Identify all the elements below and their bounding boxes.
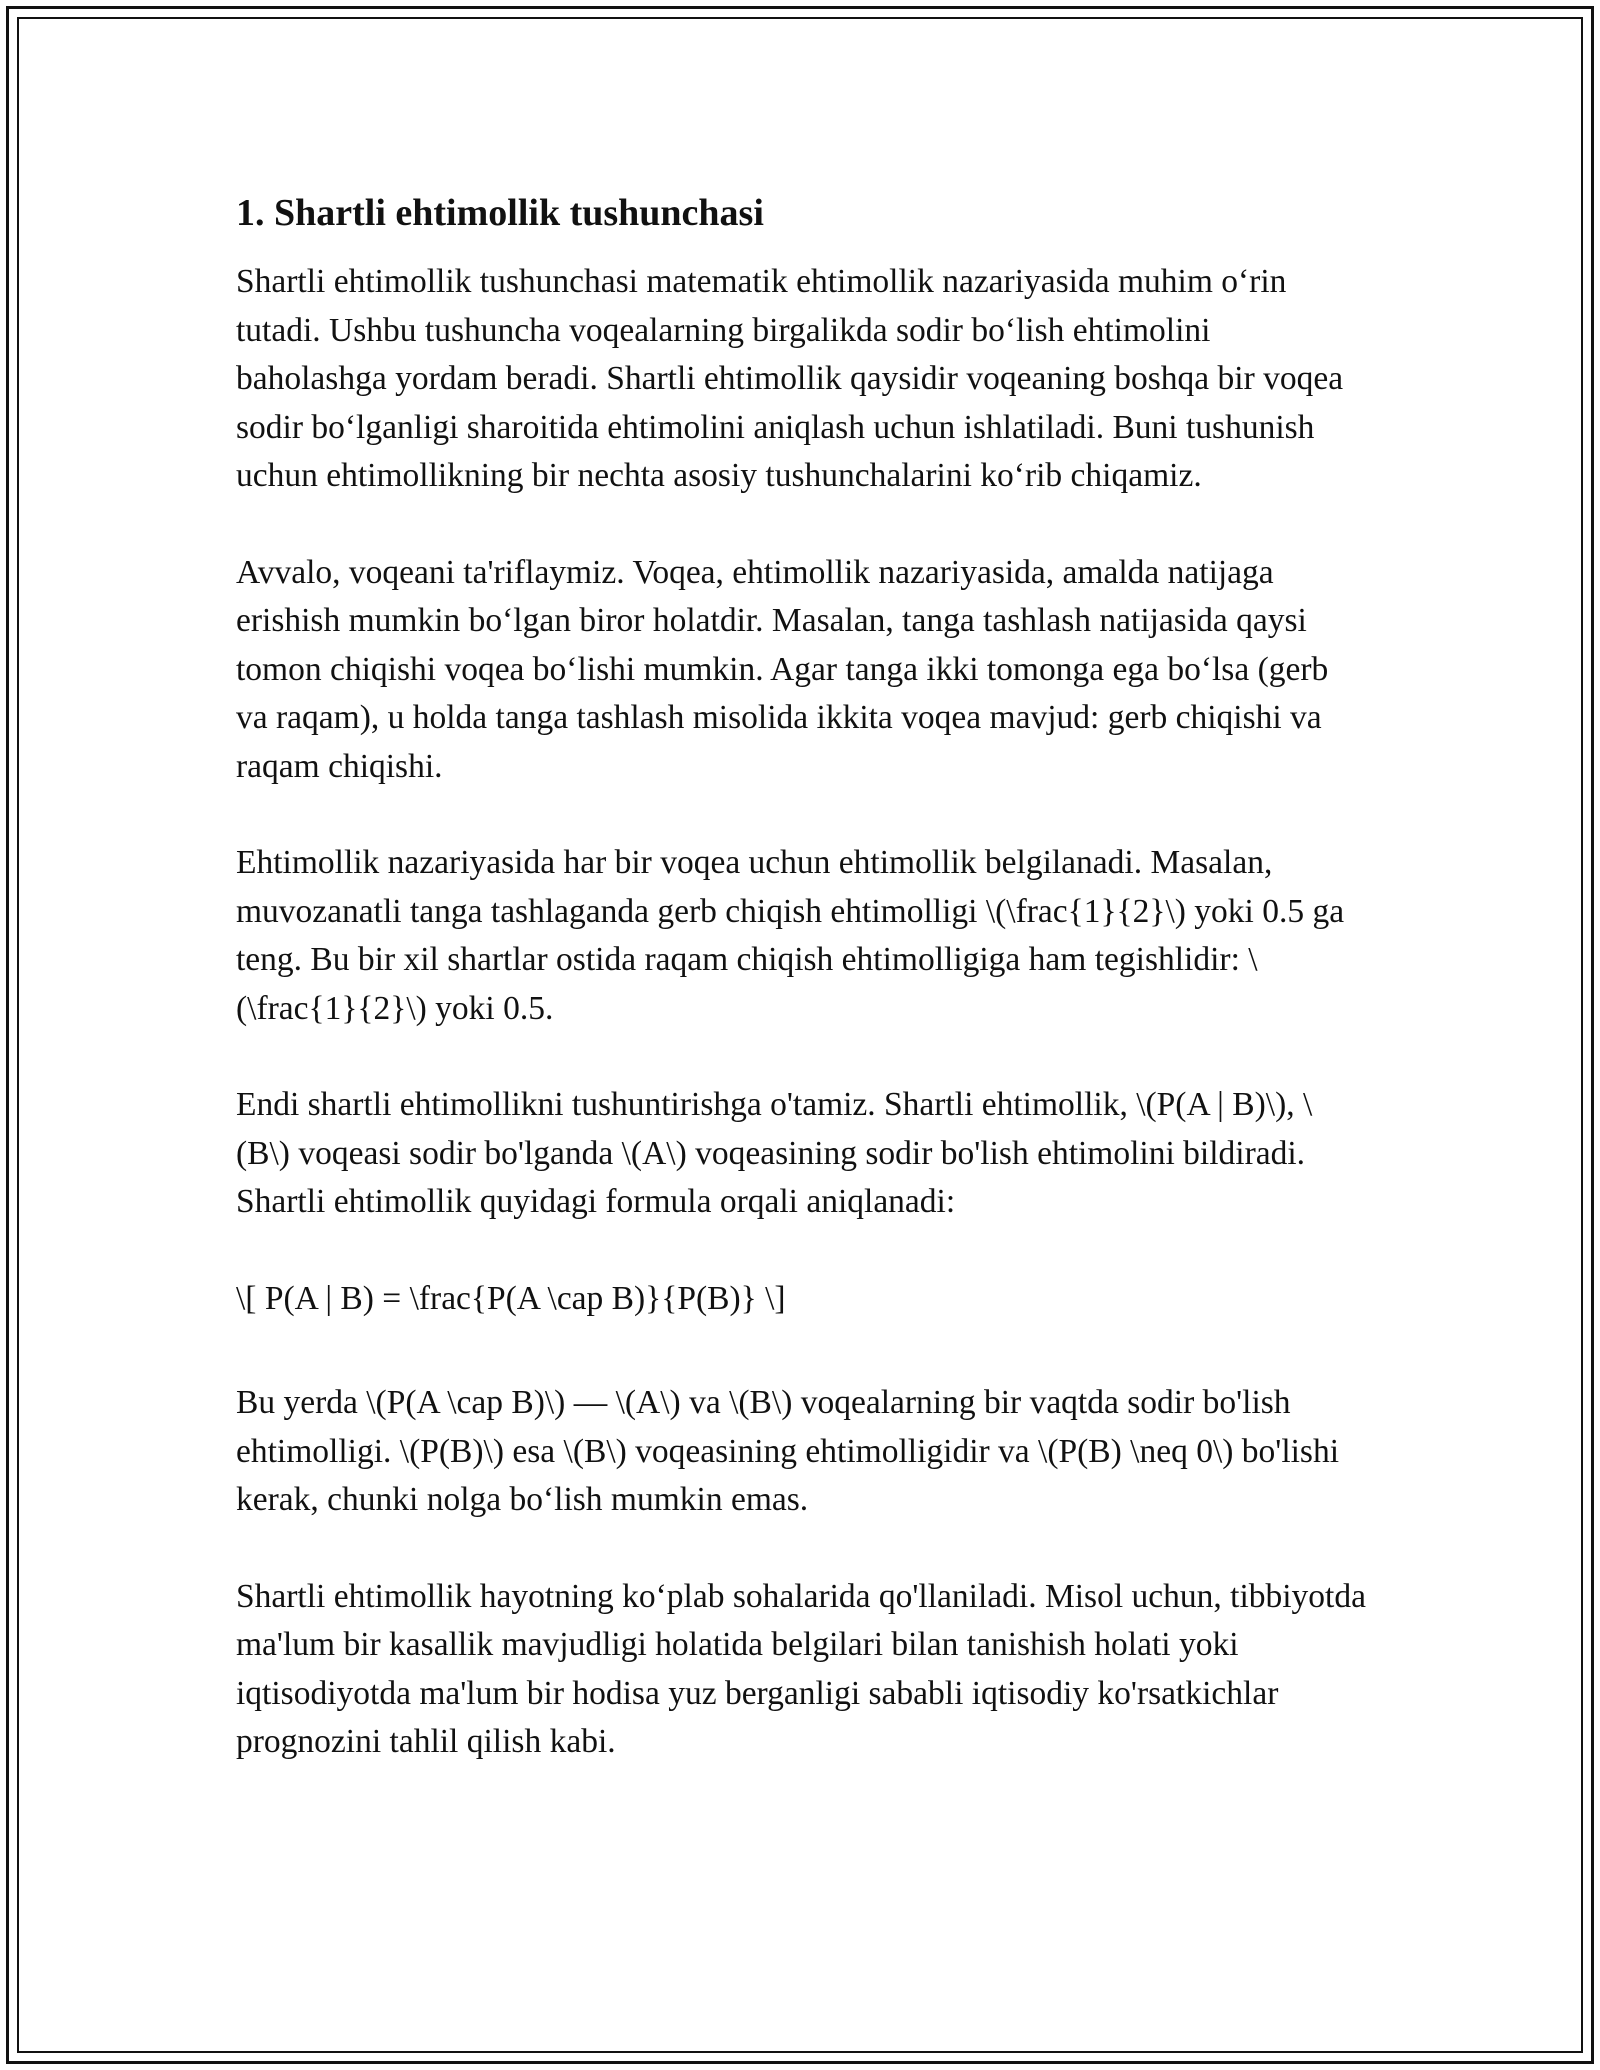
document-body bbox=[236, 186, 1366, 1815]
section-heading: 1. Shartli ehtimollik tushunchasi bbox=[236, 192, 764, 234]
paragraph-probability-example: Ehtimollik nazariyasida har bir voqea uchun ehtimollik belgilanadi. Masalan, muvozanatli tanga tashlaganda gerb chiqish ehtimolligi \(\frac{1}{2}\) yoki 0.5 ga teng. Bu bir xil shartlar ostida raqam chiqish ehtimolligiga ham tegishlidir: \(\frac{1}{2}\) yoki 0.5. bbox=[236, 844, 1345, 1027]
formula-conditional-probability: \[ P(A | B) = \frac{P(A \cap B)}{P(B)} \] bbox=[236, 1279, 786, 1317]
paragraph-conditional-definition: Endi shartli ehtimollikni tushuntirishga o'tamiz. Shartli ehtimollik, \(P(A | B)\), \(B\) voqeasi sodir bo'lganda \(A\) voqeasining sodir bo'lish ehtimolini bildiradi. Shartli ehtimollik quyidagi formula orqali aniqlanadi: bbox=[236, 1086, 1313, 1220]
paragraph-event-definition: Avvalo, voqeani ta'riflaymiz. Voqea, ehtimollik nazariyasida, amalda natijaga erishish mumkin bo‘lgan biror holatdir. Masalan, tanga tashlash natijasida qaysi tomon chiqishi voqea bo‘lishi mumkin. Agar tanga ikki tomonga ega bo‘lsa (gerb va raqam), u holda tanga tashlash misolida ikkita voqea mavjud: gerb chiqishi va raqam chiqishi. bbox=[236, 553, 1329, 785]
paragraph-intro: Shartli ehtimollik tushunchasi matematik ehtimollik nazariyasida muhim o‘rin tutadi. Ushbu tushuncha voqealarning birgalikda sodir bo‘lish ehtimolini baholashga yordam beradi. Shartli ehtimollik qaysidir voqeaning boshqa bir voqea sodir bo‘lganligi sharoitida ehtimolini aniqlash uchun ishlatiladi. Buni tushunish uchun ehtimollikning bir nechta asosiy tushunchalarini ko‘rib chiqamiz. bbox=[236, 263, 1344, 494]
paragraph-formula-explanation: Bu yerda \(P(A \cap B)\) — \(A\) va \(B\) voqealarning bir vaqtda sodir bo'lish ehtimolligi. \(P(B)\) esa \(B\) voqeasining ehtimolligidir va \(P(B) \neq 0\) bo'lishi kerak, chunki nolga bo‘lish mumkin emas. bbox=[236, 1384, 1340, 1518]
paragraph-applications: Shartli ehtimollik hayotning ko‘plab sohalarida qo'llaniladi. Misol uchun, tibbiyotda ma'lum bir kasallik mavjudligi holatida belgilari bilan tanishish holati yoki iqtisodiyotda ma'lum bir hodisa yuz berganligi sababli iqtisodiy ko'rsatkichlar prognozini tahlil qilish kabi. bbox=[236, 1577, 1366, 1760]
